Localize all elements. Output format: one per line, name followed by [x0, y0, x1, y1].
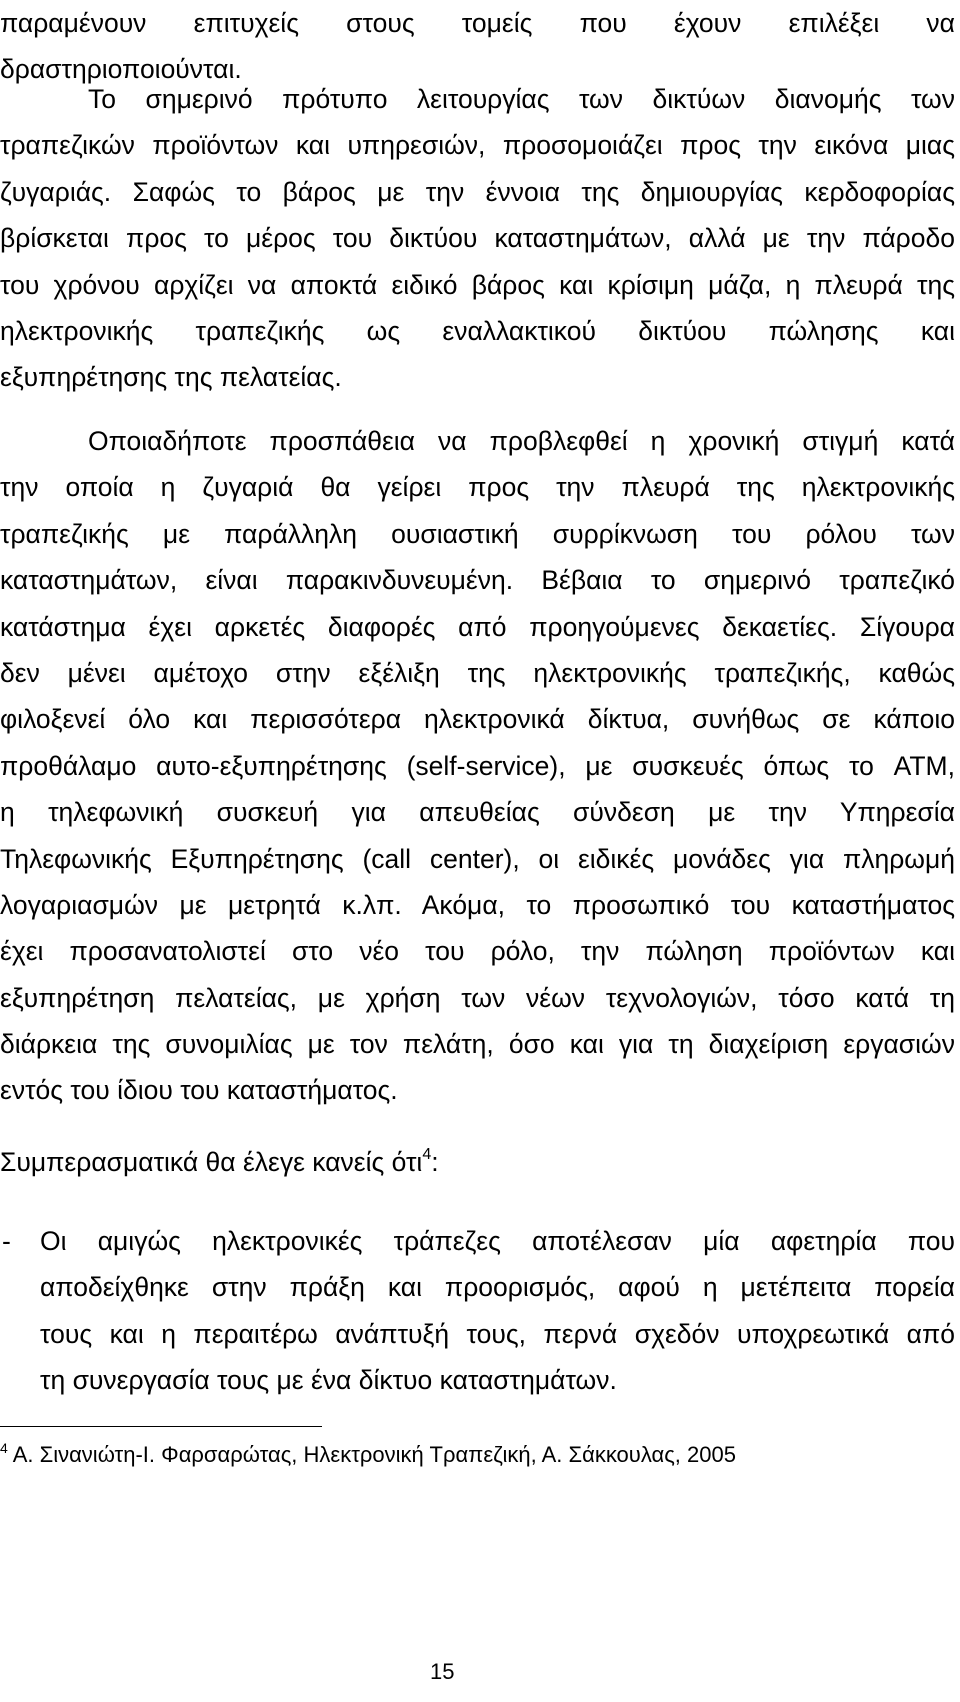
- text-line: Το σημερινό πρότυπο λειτουργίας των δικτύων διανομής των: [88, 84, 955, 114]
- text-line: του χρόνου αρχίζει να αποκτά ειδικό βάρος και κρίσιμη μάζα, η πλευρά της: [0, 269, 955, 300]
- footnote-reference: 4: [422, 1146, 432, 1163]
- text-line: παραμένουν επιτυχείς στους τομείς που έχουν επιλέξει να: [0, 8, 955, 38]
- text-line: τραπεζικών προϊόντων και υπηρεσιών, προσομοιάζει προς την εικόνα μιας: [0, 130, 955, 161]
- text-line: ηλεκτρονικής τραπεζικής ως εναλλακτικού δικτύου πώλησης και: [0, 315, 955, 346]
- text-line: εξυπηρέτησης της πελατείας.: [0, 362, 342, 393]
- footnote-text: Α. Σινανιώτη-Ι. Φαρσαρώτας, Ηλεκτρονική Τραπεζική, Α. Σάκκουλας, 2005: [7, 1442, 736, 1467]
- text-line: τη συνεργασία τους με ένα δίκτυο καταστημάτων.: [40, 1365, 617, 1396]
- text-line: τους και η περαιτέρω ανάπτυξή τους, περνά σχεδόν υποχρεωτικά από: [40, 1318, 955, 1349]
- text-line: λογαριασμών με μετρητά κ.λπ. Ακόμα, το προσωπικό του καταστήματος: [0, 889, 955, 920]
- bullet-text: [40, 1218, 955, 1404]
- text-line: δεν μένει αμέτοχο στην εξέλιξη της ηλεκτρονικής τραπεζικής, καθώς: [0, 657, 955, 688]
- text-line: φιλοξενεί όλο και περισσότερα ηλεκτρονικά δίκτυα, συνήθως σε κάποιο: [0, 704, 955, 735]
- text-line: Οποιαδήποτε προσπάθεια να προβλεφθεί η χρονική στιγμή κατά: [88, 426, 955, 456]
- footnote: [0, 1441, 736, 1469]
- text-line: βρίσκεται προς το μέρος του δικτύου καταστημάτων, αλλά με την πάροδο: [0, 223, 955, 254]
- conclusion-suffix: :: [431, 1147, 439, 1177]
- paragraph-balance-scale: [0, 76, 955, 401]
- bullet-marker: -: [2, 1226, 11, 1256]
- text-line: κατάστημα έχει αρκετές διαφορές από προηγούμενες δεκαετίες. Σίγουρα: [0, 611, 955, 642]
- text-line: δραστηριοποιούνται.: [0, 54, 242, 85]
- text-line: προθάλαμο αυτο-εξυπηρέτησης (self-service), με συσκευές όπως το ATM,: [0, 750, 955, 781]
- text-line: εντός του ίδιου του καταστήματος.: [0, 1075, 398, 1106]
- footnote-divider: [0, 1426, 322, 1427]
- text-line: διάρκεια της συνομιλίας με τον πελάτη, όσο και για τη διαχείριση εργασιών: [0, 1029, 955, 1060]
- page-number: 15: [430, 1659, 455, 1684]
- text-line: τραπεζικής με παράλληλη ουσιαστική συρρίκνωση του ρόλου των: [0, 518, 955, 549]
- text-line: Τηλεφωνικής Εξυπηρέτησης (call center), οι ειδικές μονάδες για πληρωμή: [0, 843, 955, 874]
- text-line: εξυπηρέτηση πελατείας, με χρήση των νέων τεχνολογιών, τόσο κατά τη: [0, 982, 955, 1013]
- text-line: την οποία η ζυγαριά θα γείρει προς την πλευρά της ηλεκτρονικής: [0, 472, 955, 503]
- conclusion-text: Συμπερασματικά θα έλεγε κανείς ότι: [0, 1147, 423, 1177]
- text-line: ζυγαριάς. Σαφώς το βάρος με την έννοια της δημιουργίας κερδοφορίας: [0, 176, 955, 207]
- text-line: καταστημάτων, είναι παρακινδυνευμένη. Βέβαια το σημερινό τραπεζικό: [0, 565, 955, 596]
- footnote-number: 4: [0, 1440, 8, 1456]
- paragraph-branch-role: [0, 418, 955, 1114]
- text-line: έχει προσανατολιστεί στο νέο του ρόλο, την πώληση προϊόντων και: [0, 936, 955, 967]
- text-line: Οι αμιγώς ηλεκτρονικές τράπεζες αποτέλεσαν μία αφετηρία που: [40, 1226, 955, 1256]
- text-line: η τηλεφωνική συσκευή για απευθείας σύνδεση με την Υπηρεσία: [0, 797, 955, 828]
- text-line: αποδείχθηκε στην πράξη και προορισμός, αφού η μετέπειτα πορεία: [40, 1272, 955, 1303]
- conclusion-heading: [0, 1146, 439, 1178]
